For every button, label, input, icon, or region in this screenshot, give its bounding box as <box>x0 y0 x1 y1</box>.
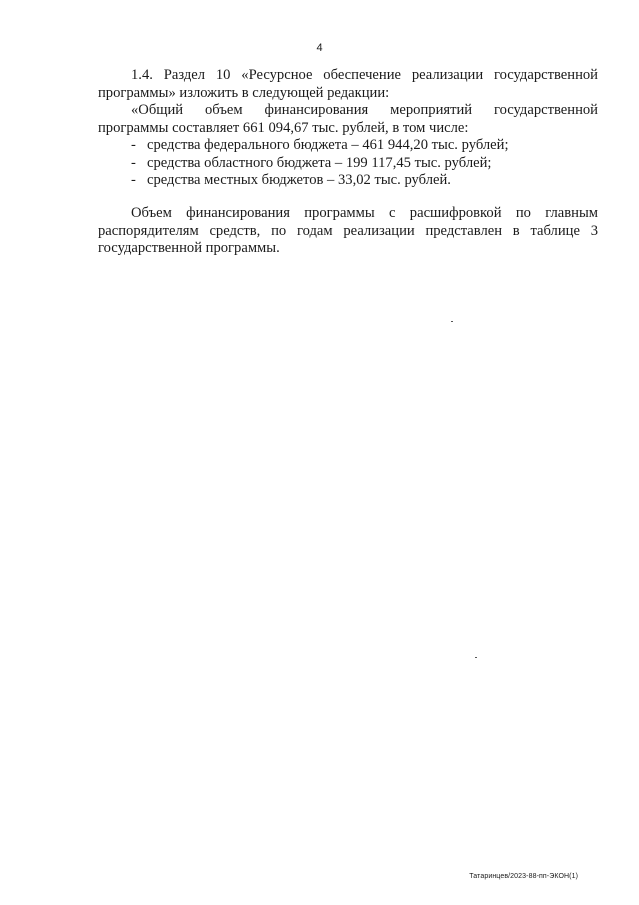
list-item <box>98 172 598 190</box>
list-dash: - <box>131 154 136 171</box>
list-dash: - <box>131 172 136 188</box>
list-item-text: средства областного бюджета – 199 117,45 тыс. рублей; <box>147 154 492 171</box>
scan-speck <box>475 657 477 658</box>
funding-list <box>98 137 598 190</box>
amendment-paragraph: 1.4. Раздел 10 «Ресурсное обеспечение реализации государственной программы» изложить в следующей редакции: <box>98 67 598 101</box>
table-reference-paragraph: Объем финансирования программы с расшифровкой по главным распорядителям средств, по годам реализации представлен в таблице 3 государственной программы. <box>98 205 598 256</box>
table-reference-block <box>98 205 598 258</box>
funding-paragraph: «Общий объем финансирования мероприятий государственной программы составляет 661 094,67 тыс. рублей, в том числе: <box>98 102 598 136</box>
list-item-text: средства федерального бюджета – 461 944,20 тыс. рублей; <box>147 137 509 153</box>
list-item <box>98 137 598 155</box>
section-body <box>98 67 598 190</box>
list-item-text: средства местных бюджетов – 33,02 тыс. рублей. <box>147 172 451 188</box>
page-number: 4 <box>316 42 323 54</box>
list-dash: - <box>131 137 136 153</box>
footer-document-code: Татаринцев/2023-88-пп-ЭКОН(1) <box>469 873 578 880</box>
list-item <box>98 155 598 173</box>
scan-speck <box>451 321 453 322</box>
